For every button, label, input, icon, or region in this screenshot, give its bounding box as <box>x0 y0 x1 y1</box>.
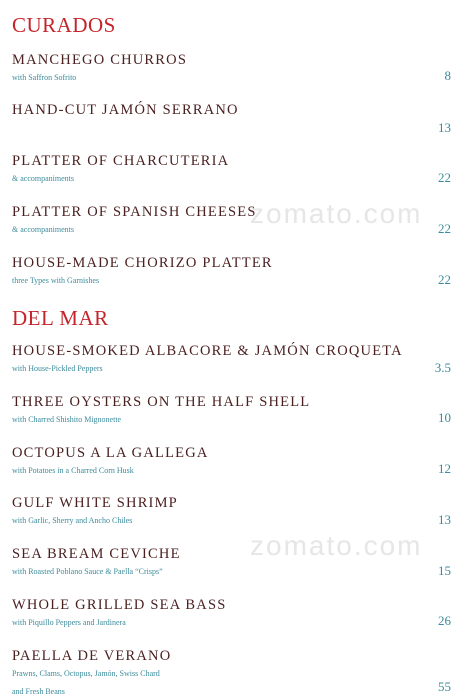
item-description: with Charred Shishito Mignonette <box>12 415 122 424</box>
item-description: with Potatoes in a Charred Corn Husk <box>12 466 134 475</box>
item-name: HOUSE-SMOKED ALBACORE & JAMÓN CROQUETA <box>12 343 403 359</box>
item-name: MANCHEGO CHURROS <box>12 52 188 68</box>
item-name: GULF WHITE SHRIMP <box>12 495 178 511</box>
item-description-line-2: and Fresh Beans <box>12 687 65 696</box>
section-title-del-mar: DEL MAR <box>12 306 109 330</box>
item-name: PLATTER OF SPANISH CHEESES <box>12 204 257 220</box>
item-price: 12 <box>438 461 451 476</box>
item-price: 55 <box>438 679 451 694</box>
menu-item <box>12 597 451 628</box>
item-description: with Garlic, Sherry and Ancho Chiles <box>12 516 133 525</box>
item-price: 13 <box>438 120 451 135</box>
item-description: & accompaniments <box>12 225 74 234</box>
menu-item <box>12 648 451 697</box>
item-price: 26 <box>438 613 451 628</box>
item-description: & accompaniments <box>12 174 74 183</box>
menu-item <box>12 52 451 83</box>
item-price: 13 <box>438 512 451 527</box>
item-price: 10 <box>438 410 451 425</box>
menu-item <box>12 153 451 184</box>
menu-item <box>12 102 451 135</box>
menu-item <box>12 394 451 425</box>
item-price: 15 <box>438 563 451 578</box>
item-description: with Saffron Sofrito <box>12 73 77 82</box>
item-price: 8 <box>444 68 451 83</box>
item-price: 22 <box>438 221 451 236</box>
item-name: HOUSE-MADE CHORIZO PLATTER <box>12 255 273 271</box>
item-name: PAELLA DE VERANO <box>12 648 172 664</box>
section-title-curados: CURADOS <box>12 13 116 37</box>
item-name: OCTOPUS A LA GALLEGA <box>12 445 209 461</box>
menu-item <box>12 343 451 374</box>
item-price: 3.5 <box>434 360 451 375</box>
menu-item <box>12 255 451 286</box>
item-name: HAND-CUT JAMÓN SERRANO <box>12 102 239 118</box>
watermark: zomato.com <box>250 530 423 561</box>
item-price: 22 <box>438 170 451 185</box>
item-price: 22 <box>438 272 451 287</box>
watermark: zomato.com <box>250 198 423 229</box>
menu-item <box>12 445 451 476</box>
item-description: Prawns, Clams, Octopus, Jamón, Swiss Chard <box>12 669 160 678</box>
item-description: with Roasted Poblano Sauce & Paella “Crisps” <box>12 567 163 576</box>
menu-item <box>12 495 451 526</box>
item-description: with Piquillo Peppers and Jardinera <box>12 618 126 627</box>
item-name: WHOLE GRILLED SEA BASS <box>12 597 227 613</box>
item-description: three Types with Garnishes <box>12 276 100 285</box>
item-name: SEA BREAM CEVICHE <box>12 546 181 562</box>
item-description: with House-Pickled Peppers <box>12 364 103 373</box>
item-name: THREE OYSTERS ON THE HALF SHELL <box>12 394 311 410</box>
item-name: PLATTER OF CHARCUTERIA <box>12 153 230 169</box>
